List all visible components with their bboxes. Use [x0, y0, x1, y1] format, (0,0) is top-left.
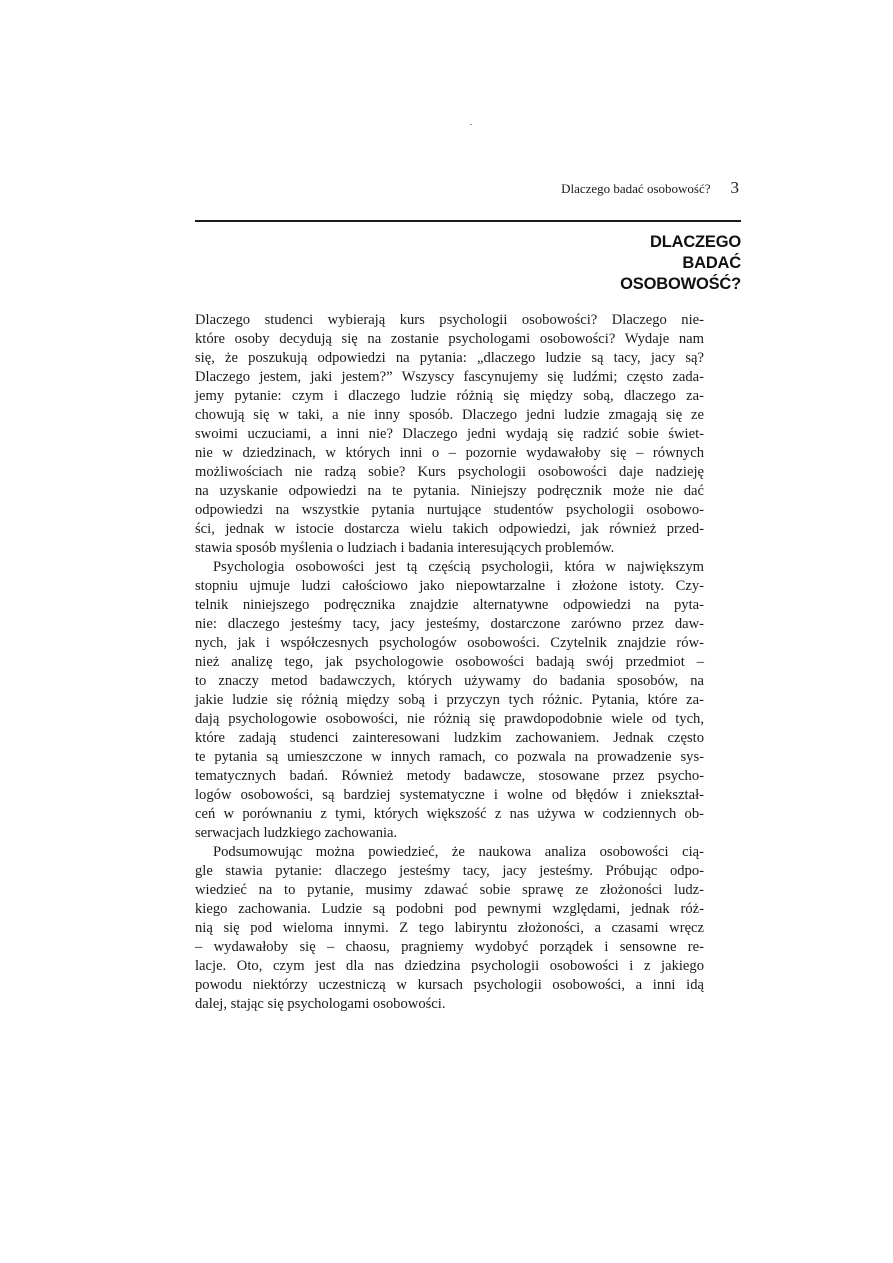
text-line: Dlaczego jestem, jaki jestem?” Wszyscy fascynujemy się ludźmi; często zada-: [195, 369, 704, 385]
scan-speck: [470, 124, 472, 125]
text-line: swoimi uczuciami, a inni nie? Dlaczego jedni wydają się radzić sobie świet-: [195, 426, 704, 442]
running-header: [561, 178, 739, 198]
chapter-title-line: BADAĆ: [682, 254, 741, 272]
text-line: nie w dziedzinach, w których inni o – pozornie wydawałoby się – równych: [195, 445, 704, 461]
text-line: nią się pod wieloma innymi. Z tego labiryntu złożoności, a czasami wręcz: [195, 920, 704, 936]
text-line: się, że poszukują odpowiedzi na pytania: „dlaczego ludzie są tacy, jacy są?: [195, 350, 704, 366]
text-line: jemy pytanie: czym i dlaczego ludzie różnią się między sobą, dlaczego za-: [195, 388, 704, 404]
text-line: które zadają studenci zainteresowani ludzkim zachowaniem. Jednak często: [195, 730, 704, 746]
text-line: stopniu ujmuje ludzi całościowo jako niepowtarzalne i złożone istoty. Czy-: [195, 578, 704, 594]
text-line: nie: dlaczego jesteśmy tacy, jacy jesteśmy, dostarczone zarówno przez daw-: [195, 616, 704, 632]
text-line: kiego zachowania. Ludzie są podobni pod pewnymi względami, jednak róż-: [195, 901, 704, 917]
text-line: ści, jednak w istocie dostarcza wielu takich odpowiedzi, jak również przed-: [195, 521, 704, 537]
text-line: na uzyskanie odpowiedzi na te pytania. Niniejszy podręcznik może nie dać: [195, 483, 704, 499]
text-line: które osoby decydują się na zostanie psychologami osobowości? Wydaje nam: [195, 331, 704, 347]
paragraph: [195, 311, 704, 558]
text-line: dalej, stając się psychologami osobowości.: [195, 996, 446, 1012]
text-line: te pytania są umieszczone w innych ramach, co pozwala na prowadzenie sys-: [195, 749, 704, 765]
text-line: ceń w porównaniu z tymi, których większość z nas używa w codziennych ob-: [195, 806, 704, 822]
text-line: jakie ludzie się różnią między sobą i przyczyn tych różnic. Pytania, które za-: [195, 692, 704, 708]
body-text: [195, 311, 704, 1014]
text-line: stawia sposób myślenia o ludziach i badania interesujących problemów.: [195, 540, 615, 556]
chapter-title-line: DLACZEGO: [650, 233, 741, 251]
text-line: chowują się w taki, a nie inny sposób. Dlaczego jedni ludzie zmagają się ze: [195, 407, 704, 423]
text-line: Podsumowując można powiedzieć, że naukowa analiza osobowości cią-: [213, 844, 704, 860]
text-line: to znaczy metod badawczych, których używamy do badania sposobów, na: [195, 673, 704, 689]
text-line: możliwościach nie radzą sobie? Kurs psychologii osobowości daje nadzieję: [195, 464, 704, 480]
text-line: nież analizę tego, jak psychologowie osobowości badają swój przedmiot –: [195, 654, 704, 670]
paragraph: [195, 558, 704, 843]
text-line: wiedzieć na to pytanie, musimy zdawać sobie sprawę ze złożoności ludz-: [195, 882, 704, 898]
text-line: Dlaczego studenci wybierają kurs psychologii osobowości? Dlaczego nie-: [195, 312, 704, 328]
text-line: Psychologia osobowości jest tą częścią psychologii, która w największym: [213, 559, 704, 575]
text-line: dają psychologowie osobowości, nie różnią się prawdopodobnie wiele od tych,: [195, 711, 704, 727]
paragraph: [195, 843, 704, 1014]
text-line: serwacjach ludzkiego zachowania.: [195, 825, 398, 841]
text-line: logów osobowości, są bardziej systematyczne i wolne od błędów i zniekształ-: [195, 787, 704, 803]
text-line: tematycznych badań. Również metody badawcze, stosowane przez psycho-: [195, 768, 704, 784]
text-line: telnik niniejszego podręcznika znajdzie alternatywne odpowiedzi na pyta-: [195, 597, 704, 613]
header-rule: [195, 220, 741, 222]
chapter-title: [521, 232, 741, 295]
text-line: nych, jak i współczesnych psychologów osobowości. Czytelnik znajdzie rów-: [195, 635, 704, 651]
chapter-title-line: OSOBOWOŚĆ?: [620, 275, 741, 293]
text-line: – wydawałoby się – chaosu, pragniemy wydobyć porządek i sensowne re-: [195, 939, 704, 955]
text-line: odpowiedzi na wszystkie pytania nurtujące studentów psychologii osobowo-: [195, 502, 704, 518]
text-line: lacje. Oto, czym jest dla nas dziedzina psychologii osobowości i z jakiego: [195, 958, 704, 974]
page-number: 3: [730, 178, 739, 197]
running-title: Dlaczego badać osobowość?: [561, 181, 711, 196]
text-line: powodu niektórzy uczestniczą w kursach psychologii osobowości, a inni idą: [195, 977, 704, 993]
text-line: gle stawia pytanie: dlaczego jesteśmy tacy, jacy jesteśmy. Próbując odpo-: [195, 863, 704, 879]
